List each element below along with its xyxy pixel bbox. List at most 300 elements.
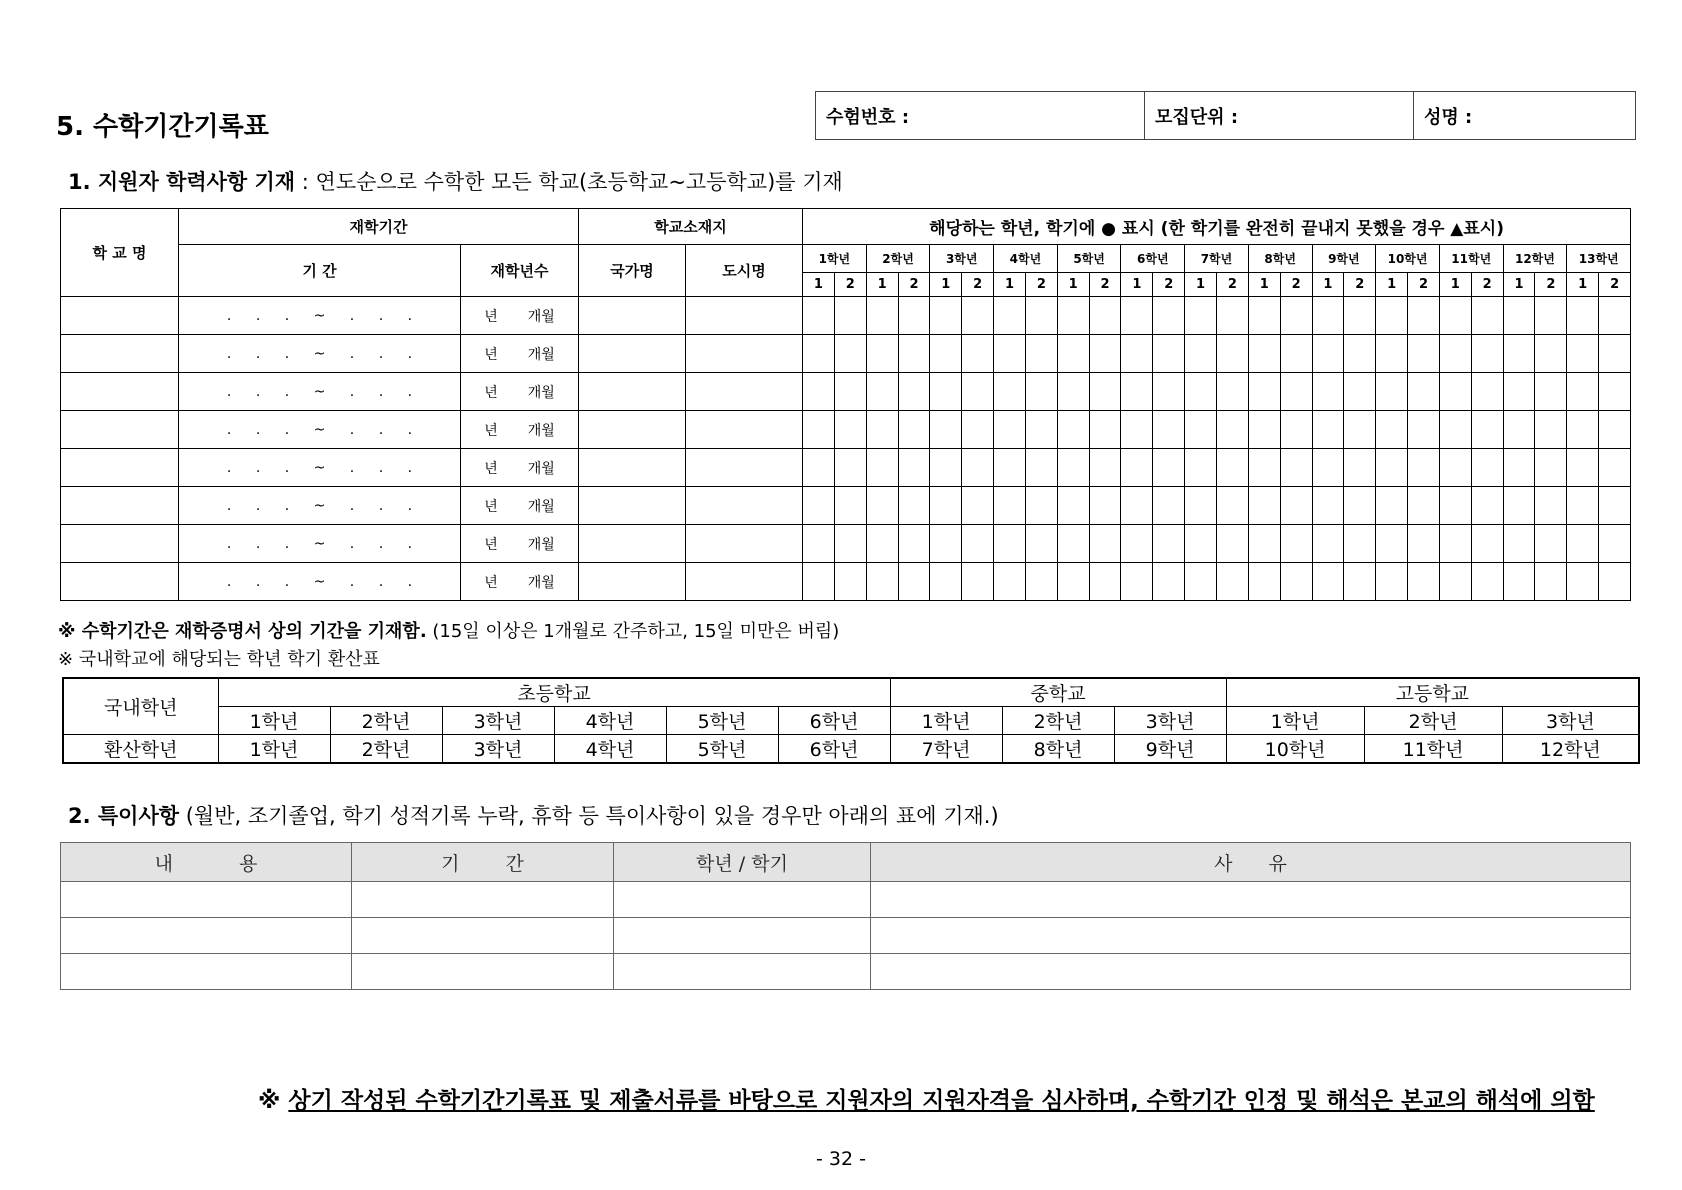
- applicant-name-field[interactable]: 성명 :: [1414, 92, 1636, 140]
- semester-mark-cell[interactable]: [1312, 563, 1344, 601]
- semester-mark-cell[interactable]: [1089, 449, 1121, 487]
- exam-number-field[interactable]: 수험번호 :: [816, 92, 1145, 140]
- school-record-row: [61, 449, 1631, 487]
- semester-mark-cell[interactable]: [1280, 563, 1312, 601]
- semester-mark-cell[interactable]: [834, 297, 866, 335]
- semester-mark-cell[interactable]: [866, 525, 898, 563]
- semester-mark-cell[interactable]: [1025, 335, 1057, 373]
- semester-mark-cell[interactable]: [1535, 335, 1567, 373]
- special-grade-cell[interactable]: [614, 918, 871, 954]
- semester-mark-cell[interactable]: [962, 373, 994, 411]
- semester-mark-cell[interactable]: [1439, 411, 1471, 449]
- semester-mark-cell[interactable]: [1376, 335, 1408, 373]
- semester-mark-cell[interactable]: [1025, 525, 1057, 563]
- country-cell[interactable]: [579, 411, 686, 449]
- semester-mark-cell[interactable]: [1185, 449, 1217, 487]
- semester-mark-cell[interactable]: [1248, 563, 1280, 601]
- semester-mark-cell[interactable]: [834, 563, 866, 601]
- semester-mark-cell[interactable]: [1025, 411, 1057, 449]
- semester-mark-cell[interactable]: [1535, 487, 1567, 525]
- semester-mark-cell[interactable]: [1248, 373, 1280, 411]
- semester-mark-cell[interactable]: [1344, 449, 1376, 487]
- city-header: 도시명: [686, 245, 803, 297]
- country-cell[interactable]: [579, 297, 686, 335]
- semester-header: 1: [930, 273, 962, 297]
- semester-mark-cell[interactable]: [1503, 449, 1535, 487]
- semester-mark-cell[interactable]: [866, 449, 898, 487]
- school-name-cell[interactable]: [61, 335, 179, 373]
- period-cell[interactable]: [179, 487, 461, 525]
- special-content-cell[interactable]: [61, 954, 352, 990]
- semester-mark-cell[interactable]: [1280, 411, 1312, 449]
- semester-mark-cell[interactable]: [1535, 411, 1567, 449]
- special-reason-cell[interactable]: [871, 882, 1631, 918]
- city-cell[interactable]: [686, 563, 803, 601]
- semester-mark-cell[interactable]: [1025, 373, 1057, 411]
- semester-header: 1: [803, 273, 835, 297]
- special-grade-cell[interactable]: [614, 954, 871, 990]
- years-cell[interactable]: [461, 449, 579, 487]
- semester-mark-cell[interactable]: [1567, 525, 1599, 563]
- converted-grade-cell: 12학년: [1502, 735, 1639, 764]
- period-placeholder: . . . ~ . . .: [226, 573, 413, 590]
- semester-header: 2: [1089, 273, 1121, 297]
- semester-mark-cell[interactable]: [1248, 335, 1280, 373]
- semester-mark-cell[interactable]: [1439, 297, 1471, 335]
- semester-mark-cell[interactable]: [1025, 563, 1057, 601]
- country-cell[interactable]: [579, 335, 686, 373]
- semester-mark-cell[interactable]: [1185, 373, 1217, 411]
- semester-mark-cell[interactable]: [994, 411, 1026, 449]
- semester-mark-cell[interactable]: [866, 335, 898, 373]
- semester-mark-cell[interactable]: [1471, 449, 1503, 487]
- semester-mark-cell[interactable]: [994, 563, 1026, 601]
- semester-mark-cell[interactable]: [1153, 487, 1185, 525]
- semester-mark-cell[interactable]: [1280, 335, 1312, 373]
- semester-mark-cell[interactable]: [1503, 563, 1535, 601]
- semester-mark-cell[interactable]: [1376, 449, 1408, 487]
- semester-mark-cell[interactable]: [803, 297, 835, 335]
- semester-mark-cell[interactable]: [1471, 297, 1503, 335]
- country-cell[interactable]: [579, 525, 686, 563]
- semester-mark-cell[interactable]: [898, 335, 930, 373]
- special-reason-cell[interactable]: [871, 918, 1631, 954]
- semester-mark-cell[interactable]: [1153, 297, 1185, 335]
- years-cell[interactable]: [461, 373, 579, 411]
- semester-mark-cell[interactable]: [803, 335, 835, 373]
- semester-mark-cell[interactable]: [930, 449, 962, 487]
- semester-mark-cell[interactable]: [1344, 335, 1376, 373]
- semester-mark-cell[interactable]: [1408, 563, 1440, 601]
- semester-mark-cell[interactable]: [1344, 525, 1376, 563]
- month-unit: 개월: [527, 460, 555, 477]
- semester-mark-cell[interactable]: [1471, 487, 1503, 525]
- converted-grade-cell: 6학년: [778, 735, 890, 764]
- country-cell[interactable]: [579, 449, 686, 487]
- section-title: 5. 수학기간기록표: [56, 112, 269, 142]
- period-header-2: 기 간: [352, 843, 614, 882]
- semester-mark-cell[interactable]: [1121, 335, 1153, 373]
- month-unit: 개월: [527, 308, 555, 325]
- semester-mark-cell[interactable]: [1025, 297, 1057, 335]
- semester-mark-cell[interactable]: [1344, 373, 1376, 411]
- semester-mark-cell[interactable]: [1312, 449, 1344, 487]
- semester-mark-cell[interactable]: [1216, 563, 1248, 601]
- month-unit: 개월: [527, 346, 555, 363]
- period-placeholder: . . . ~ . . .: [226, 497, 413, 514]
- semester-mark-cell[interactable]: [1503, 335, 1535, 373]
- semester-mark-cell[interactable]: [1089, 487, 1121, 525]
- school-record-row: [61, 297, 1631, 335]
- semester-mark-cell[interactable]: [1599, 335, 1631, 373]
- special-period-cell[interactable]: [352, 954, 614, 990]
- semester-mark-cell[interactable]: [1471, 525, 1503, 563]
- semester-mark-cell[interactable]: [1599, 563, 1631, 601]
- city-cell[interactable]: [686, 297, 803, 335]
- semester-mark-cell[interactable]: [1599, 411, 1631, 449]
- semester-mark-cell[interactable]: [1248, 411, 1280, 449]
- semester-mark-cell[interactable]: [1567, 449, 1599, 487]
- semester-mark-cell[interactable]: [962, 411, 994, 449]
- semester-mark-cell[interactable]: [1089, 563, 1121, 601]
- semester-mark-cell[interactable]: [898, 563, 930, 601]
- semester-mark-cell[interactable]: [1567, 411, 1599, 449]
- special-content-cell[interactable]: [61, 882, 352, 918]
- semester-mark-cell[interactable]: [1153, 525, 1185, 563]
- semester-mark-cell[interactable]: [1153, 563, 1185, 601]
- semester-mark-cell[interactable]: [1185, 487, 1217, 525]
- semester-mark-cell[interactable]: [1376, 297, 1408, 335]
- semester-mark-cell[interactable]: [866, 563, 898, 601]
- special-period-cell[interactable]: [352, 882, 614, 918]
- semester-mark-cell[interactable]: [866, 373, 898, 411]
- semester-mark-cell[interactable]: [1089, 411, 1121, 449]
- domestic-grade-cell: 3학년: [1114, 707, 1226, 735]
- semester-mark-cell[interactable]: [1376, 373, 1408, 411]
- semester-mark-cell[interactable]: [962, 297, 994, 335]
- semester-mark-cell[interactable]: [1503, 373, 1535, 411]
- domestic-grade-cell: 2학년: [1364, 707, 1502, 735]
- semester-mark-cell[interactable]: [1312, 411, 1344, 449]
- city-cell[interactable]: [686, 487, 803, 525]
- school-name-cell[interactable]: [61, 373, 179, 411]
- semester-mark-cell[interactable]: [1535, 297, 1567, 335]
- domestic-grade-cell: 1학년: [890, 707, 1002, 735]
- semester-mark-cell[interactable]: [1216, 373, 1248, 411]
- period-cell[interactable]: [179, 411, 461, 449]
- semester-mark-cell[interactable]: [1471, 563, 1503, 601]
- semester-mark-cell[interactable]: [1280, 449, 1312, 487]
- semester-mark-cell[interactable]: [962, 563, 994, 601]
- semester-mark-cell[interactable]: [803, 411, 835, 449]
- semester-mark-cell[interactable]: [1280, 487, 1312, 525]
- semester-mark-cell[interactable]: [1121, 487, 1153, 525]
- semester-mark-cell[interactable]: [898, 449, 930, 487]
- special-grade-cell[interactable]: [614, 882, 871, 918]
- semester-mark-cell[interactable]: [1408, 335, 1440, 373]
- semester-mark-cell[interactable]: [1535, 563, 1567, 601]
- semester-mark-cell[interactable]: [1439, 487, 1471, 525]
- semester-mark-cell[interactable]: [1121, 525, 1153, 563]
- subsection-2-desc: (월반, 조기졸업, 학기 성적기록 누락, 휴학 등 특이사항이 있을 경우만 아래의 표에 기재.): [179, 804, 999, 828]
- semester-mark-cell[interactable]: [1216, 411, 1248, 449]
- semester-mark-cell[interactable]: [1057, 297, 1089, 335]
- grade-column-header: 9학년: [1312, 245, 1376, 273]
- school-name-cell[interactable]: [61, 487, 179, 525]
- semester-mark-cell[interactable]: [1439, 335, 1471, 373]
- period-cell[interactable]: [179, 335, 461, 373]
- month-unit: 개월: [527, 574, 555, 591]
- semester-mark-cell[interactable]: [1535, 449, 1567, 487]
- period-placeholder: . . . ~ . . .: [226, 421, 413, 438]
- semester-mark-cell[interactable]: [1312, 373, 1344, 411]
- semester-mark-cell[interactable]: [1216, 449, 1248, 487]
- semester-mark-cell[interactable]: [930, 487, 962, 525]
- city-cell[interactable]: [686, 335, 803, 373]
- semester-mark-cell[interactable]: [1057, 487, 1089, 525]
- special-reason-cell[interactable]: [871, 954, 1631, 990]
- semester-mark-cell[interactable]: [930, 335, 962, 373]
- semester-mark-cell[interactable]: [930, 373, 962, 411]
- country-cell[interactable]: [579, 487, 686, 525]
- years-cell[interactable]: [461, 563, 579, 601]
- page-number: - 32 -: [816, 1148, 866, 1170]
- semester-mark-cell[interactable]: [1312, 487, 1344, 525]
- semester-mark-cell[interactable]: [1089, 297, 1121, 335]
- city-cell[interactable]: [686, 449, 803, 487]
- semester-mark-cell[interactable]: [803, 525, 835, 563]
- semester-mark-cell[interactable]: [1312, 297, 1344, 335]
- semester-header: 2: [1535, 273, 1567, 297]
- semester-mark-cell[interactable]: [930, 563, 962, 601]
- semester-mark-cell[interactable]: [1344, 411, 1376, 449]
- semester-mark-cell[interactable]: [834, 411, 866, 449]
- semester-mark-cell[interactable]: [898, 487, 930, 525]
- semester-mark-cell[interactable]: [1567, 297, 1599, 335]
- semester-mark-cell[interactable]: [1025, 487, 1057, 525]
- semester-mark-cell[interactable]: [1503, 487, 1535, 525]
- semester-mark-cell[interactable]: [1057, 449, 1089, 487]
- semester-mark-cell[interactable]: [1408, 449, 1440, 487]
- semester-mark-cell[interactable]: [1248, 525, 1280, 563]
- semester-mark-cell[interactable]: [1567, 335, 1599, 373]
- semester-mark-cell[interactable]: [1376, 411, 1408, 449]
- semester-mark-cell[interactable]: [1280, 373, 1312, 411]
- semester-mark-cell[interactable]: [1280, 525, 1312, 563]
- semester-mark-cell[interactable]: [1089, 373, 1121, 411]
- semester-mark-cell[interactable]: [1153, 449, 1185, 487]
- years-cell[interactable]: [461, 525, 579, 563]
- semester-header: 1: [1185, 273, 1217, 297]
- semester-mark-cell[interactable]: [1248, 449, 1280, 487]
- semester-mark-cell[interactable]: [1471, 411, 1503, 449]
- semester-mark-cell[interactable]: [1057, 563, 1089, 601]
- semester-mark-cell[interactable]: [1185, 335, 1217, 373]
- semester-mark-cell[interactable]: [834, 449, 866, 487]
- semester-mark-cell[interactable]: [1216, 335, 1248, 373]
- semester-mark-cell[interactable]: [994, 525, 1026, 563]
- city-cell[interactable]: [686, 411, 803, 449]
- school-name-cell[interactable]: [61, 525, 179, 563]
- period-header: 기 간: [179, 245, 461, 297]
- country-cell[interactable]: [579, 373, 686, 411]
- semester-mark-cell[interactable]: [803, 449, 835, 487]
- semester-mark-cell[interactable]: [1599, 487, 1631, 525]
- semester-mark-cell[interactable]: [834, 335, 866, 373]
- semester-mark-cell[interactable]: [1471, 335, 1503, 373]
- semester-mark-cell[interactable]: [1153, 335, 1185, 373]
- semester-mark-cell[interactable]: [1408, 525, 1440, 563]
- semester-mark-cell[interactable]: [930, 525, 962, 563]
- semester-mark-cell[interactable]: [1535, 525, 1567, 563]
- school-name-cell[interactable]: [61, 449, 179, 487]
- semester-mark-cell[interactable]: [834, 487, 866, 525]
- years-cell[interactable]: [461, 411, 579, 449]
- footer-notice-text: 상기 작성된 수학기간기록표 및 제출서류를 바탕으로 지원자의 지원자격을 심사하며, 수학기간 인정 및 해석은 본교의 해석에 의함: [288, 1088, 1595, 1114]
- semester-mark-cell[interactable]: [1344, 297, 1376, 335]
- semester-mark-cell[interactable]: [962, 525, 994, 563]
- semester-mark-cell[interactable]: [1216, 525, 1248, 563]
- semester-mark-cell[interactable]: [962, 449, 994, 487]
- semester-header: 2: [1025, 273, 1057, 297]
- semester-mark-cell[interactable]: [834, 525, 866, 563]
- applicant-info-box: [815, 91, 1636, 140]
- grade-conversion-table: [62, 677, 1640, 764]
- semester-mark-cell[interactable]: [962, 487, 994, 525]
- semester-mark-cell[interactable]: [898, 411, 930, 449]
- semester-mark-cell[interactable]: [1376, 487, 1408, 525]
- semester-mark-cell[interactable]: [994, 487, 1026, 525]
- school-name-cell[interactable]: [61, 411, 179, 449]
- semester-mark-cell[interactable]: [898, 297, 930, 335]
- semester-mark-cell[interactable]: [1344, 487, 1376, 525]
- semester-mark-cell[interactable]: [803, 373, 835, 411]
- period-cell[interactable]: [179, 563, 461, 601]
- years-cell[interactable]: [461, 335, 579, 373]
- semester-mark-cell[interactable]: [962, 335, 994, 373]
- year-unit: 년: [484, 384, 498, 401]
- semester-mark-cell[interactable]: [1057, 411, 1089, 449]
- semester-mark-cell[interactable]: [1280, 297, 1312, 335]
- period-cell[interactable]: [179, 449, 461, 487]
- semester-mark-cell[interactable]: [898, 525, 930, 563]
- year-unit: 년: [484, 574, 498, 591]
- period-cell[interactable]: [179, 373, 461, 411]
- semester-mark-cell[interactable]: [1439, 449, 1471, 487]
- semester-mark-cell[interactable]: [898, 373, 930, 411]
- semester-mark-cell[interactable]: [1408, 373, 1440, 411]
- semester-mark-cell[interactable]: [1408, 411, 1440, 449]
- years-cell[interactable]: [461, 297, 579, 335]
- semester-mark-cell[interactable]: [866, 487, 898, 525]
- semester-mark-cell[interactable]: [1121, 297, 1153, 335]
- country-cell[interactable]: [579, 563, 686, 601]
- semester-mark-cell[interactable]: [1439, 373, 1471, 411]
- semester-mark-cell[interactable]: [1312, 335, 1344, 373]
- semester-mark-cell[interactable]: [834, 373, 866, 411]
- recruit-unit-field[interactable]: 모집단위 :: [1145, 92, 1414, 140]
- semester-mark-cell[interactable]: [1599, 373, 1631, 411]
- semester-mark-cell[interactable]: [1216, 487, 1248, 525]
- study-period-note-bold: ※ 수학기간은 재학증명서 상의 기간을 기재함.: [58, 621, 427, 642]
- school-name-cell[interactable]: [61, 563, 179, 601]
- semester-mark-cell[interactable]: [1185, 563, 1217, 601]
- semester-mark-cell[interactable]: [1471, 373, 1503, 411]
- semester-mark-cell[interactable]: [1408, 297, 1440, 335]
- semester-mark-cell[interactable]: [1503, 297, 1535, 335]
- semester-mark-cell[interactable]: [1439, 525, 1471, 563]
- semester-mark-cell[interactable]: [930, 411, 962, 449]
- semester-mark-cell[interactable]: [930, 297, 962, 335]
- semester-mark-cell[interactable]: [1408, 487, 1440, 525]
- semester-mark-cell[interactable]: [1185, 411, 1217, 449]
- grade-column-header: 1학년: [803, 245, 867, 273]
- semester-mark-cell[interactable]: [1025, 449, 1057, 487]
- semester-mark-cell[interactable]: [1599, 525, 1631, 563]
- special-period-cell[interactable]: [352, 918, 614, 954]
- semester-mark-cell[interactable]: [1185, 297, 1217, 335]
- period-cell[interactable]: [179, 297, 461, 335]
- semester-mark-cell[interactable]: [1599, 297, 1631, 335]
- semester-mark-cell[interactable]: [1535, 373, 1567, 411]
- semester-mark-cell[interactable]: [1503, 525, 1535, 563]
- semester-mark-cell[interactable]: [1503, 411, 1535, 449]
- grade-column-header: 10학년: [1376, 245, 1440, 273]
- special-content-cell[interactable]: [61, 918, 352, 954]
- semester-mark-cell[interactable]: [1248, 297, 1280, 335]
- semester-mark-cell[interactable]: [803, 487, 835, 525]
- semester-mark-cell[interactable]: [1121, 373, 1153, 411]
- semester-mark-cell[interactable]: [1089, 525, 1121, 563]
- semester-mark-cell[interactable]: [1567, 373, 1599, 411]
- semester-mark-cell[interactable]: [994, 297, 1026, 335]
- semester-mark-cell[interactable]: [994, 373, 1026, 411]
- semester-mark-cell[interactable]: [1121, 449, 1153, 487]
- semester-mark-cell[interactable]: [1567, 487, 1599, 525]
- semester-mark-cell[interactable]: [1344, 563, 1376, 601]
- city-cell[interactable]: [686, 525, 803, 563]
- semester-mark-cell[interactable]: [1439, 563, 1471, 601]
- semester-mark-cell[interactable]: [1567, 563, 1599, 601]
- semester-mark-cell[interactable]: [1121, 411, 1153, 449]
- semester-mark-cell[interactable]: [1376, 563, 1408, 601]
- converted-grade-cell: 10학년: [1226, 735, 1364, 764]
- semester-mark-cell[interactable]: [1312, 525, 1344, 563]
- semester-mark-cell[interactable]: [1153, 411, 1185, 449]
- semester-mark-cell[interactable]: [866, 411, 898, 449]
- semester-mark-cell[interactable]: [1185, 525, 1217, 563]
- school-name-cell[interactable]: [61, 297, 179, 335]
- city-cell[interactable]: [686, 373, 803, 411]
- semester-mark-cell[interactable]: [803, 563, 835, 601]
- years-cell[interactable]: [461, 487, 579, 525]
- period-cell[interactable]: [179, 525, 461, 563]
- semester-mark-cell[interactable]: [866, 297, 898, 335]
- semester-header: 2: [1344, 273, 1376, 297]
- semester-mark-cell[interactable]: [1057, 373, 1089, 411]
- semester-mark-cell[interactable]: [994, 449, 1026, 487]
- semester-mark-cell[interactable]: [994, 335, 1026, 373]
- semester-mark-cell[interactable]: [1153, 373, 1185, 411]
- semester-mark-cell[interactable]: [1376, 525, 1408, 563]
- semester-mark-cell[interactable]: [1057, 335, 1089, 373]
- semester-mark-cell[interactable]: [1089, 335, 1121, 373]
- semester-mark-cell[interactable]: [1121, 563, 1153, 601]
- semester-mark-cell[interactable]: [1248, 487, 1280, 525]
- semester-mark-cell[interactable]: [1599, 449, 1631, 487]
- semester-mark-cell[interactable]: [1057, 525, 1089, 563]
- semester-mark-cell[interactable]: [1216, 297, 1248, 335]
